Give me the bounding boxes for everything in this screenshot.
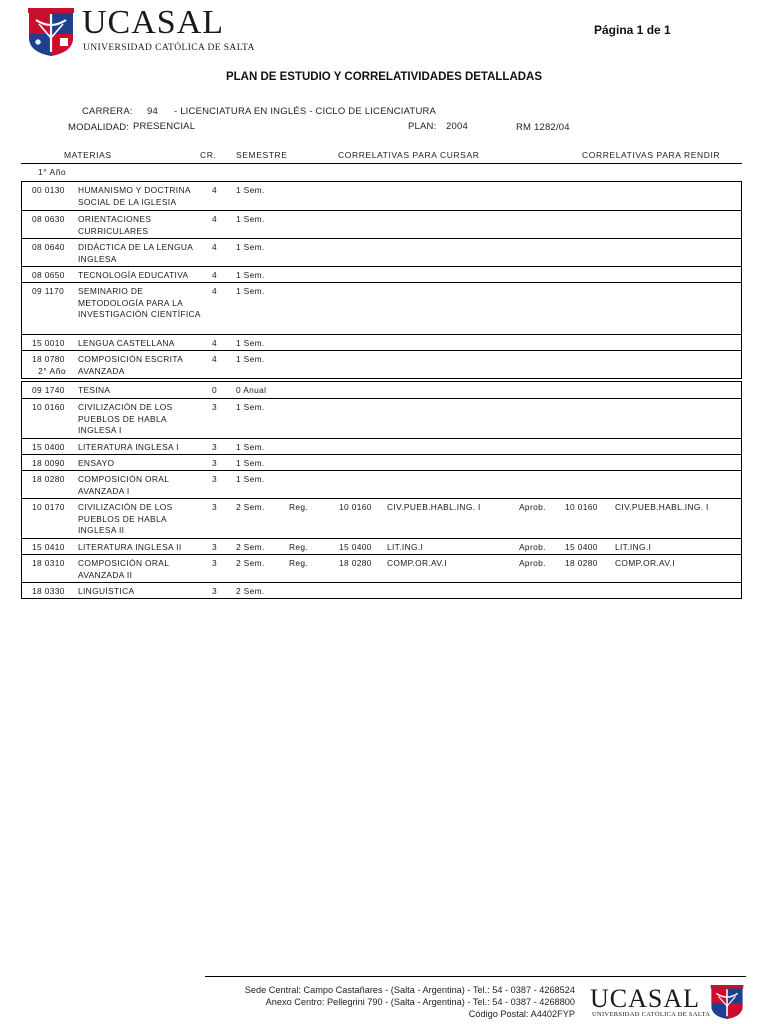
subject-credits: 3 — [212, 586, 218, 596]
table-row — [22, 182, 741, 210]
subject-code: 18 0090 — [32, 458, 65, 468]
subject-semester: 2 Sem. — [236, 502, 265, 512]
cursar-condition: Reg. — [289, 542, 309, 552]
col-header-semestre: SEMESTRE — [236, 150, 288, 160]
brand-name: UCASAL — [82, 4, 225, 41]
subject-credits: 3 — [212, 502, 218, 512]
table-row — [22, 210, 741, 238]
subject-name: DIDÁCTICA DE LA LENGUA INGLESA — [78, 242, 193, 264]
subject-code: 00 0130 — [32, 185, 65, 195]
subject-semester: 1 Sem. — [236, 458, 265, 468]
col-header-correlativas-rendir: CORRELATIVAS PARA RENDIR — [582, 150, 721, 160]
table-row — [22, 582, 741, 598]
table-row — [22, 454, 741, 470]
subject-name: COMPOSICIÓN ORAL AVANZADA II — [78, 558, 169, 580]
subject-name: ORIENTACIONES CURRICULARES — [78, 214, 152, 236]
subject-credits: 4 — [212, 338, 218, 348]
subject-semester: 1 Sem. — [236, 402, 265, 412]
rendir-prereq-code: 10 0160 — [565, 502, 598, 512]
subject-semester: 2 Sem. — [236, 586, 265, 596]
subject-semester: 1 Sem. — [236, 242, 265, 252]
subject-code: 10 0170 — [32, 502, 65, 512]
footer-divider — [205, 976, 746, 977]
footer-address-central: Sede Central: Campo Castañares - (Salta - Argentina) - Tel.: 54 - 0387 - 4268524 — [244, 985, 575, 995]
rendir-prereq-code: 18 0280 — [565, 558, 598, 568]
subject-semester: 1 Sem. — [236, 214, 265, 224]
subject-semester: 1 Sem. — [236, 474, 265, 484]
subject-semester: 1 Sem. — [236, 338, 265, 348]
table-row — [22, 498, 741, 538]
table-row — [22, 382, 741, 398]
subject-credits: 0 — [212, 385, 218, 395]
subject-semester: 1 Sem. — [236, 185, 265, 195]
subject-credits: 4 — [212, 286, 218, 296]
subjects-table-year-1 — [21, 181, 742, 379]
subject-name: LITERATURA INGLESA I — [78, 442, 179, 452]
subject-semester: 2 Sem. — [236, 542, 265, 552]
subject-code: 18 0330 — [32, 586, 65, 596]
brand-subtitle: UNIVERSIDAD CATÓLICA DE SALTA — [83, 43, 255, 53]
plan-value: 2004 — [446, 121, 468, 132]
subject-code: 18 0780 — [32, 354, 65, 364]
subject-credits: 4 — [212, 354, 218, 364]
subject-name: CIVILIZACIÓN DE LOS PUEBLOS DE HABLA INGLESA II — [78, 502, 173, 536]
table-row — [22, 350, 741, 378]
subject-name: HUMANISMO Y DOCTRINA SOCIAL DE LA IGLESIA — [78, 185, 191, 207]
subject-credits: 4 — [212, 242, 218, 252]
carrera-name: - LICENCIATURA EN INGLÉS - CICLO DE LICENCIATURA — [174, 106, 437, 117]
rendir-condition: Aprob. — [519, 502, 546, 512]
subject-name: LINGUÍSTICA — [78, 586, 135, 596]
modalidad-label: MODALIDAD: — [68, 122, 130, 133]
document-title: PLAN DE ESTUDIO Y CORRELATIVIDADES DETALLADAS — [225, 71, 543, 83]
footer-postal-code: Código Postal: A4402FYP — [468, 1009, 575, 1019]
cursar-prereq-code: 15 0400 — [339, 542, 372, 552]
subject-code: 15 0010 — [32, 338, 65, 348]
subject-semester: 0 Anual — [236, 385, 267, 395]
col-header-materias: MATERIAS — [64, 150, 112, 160]
subject-code: 08 0650 — [32, 270, 65, 280]
table-row — [22, 470, 741, 498]
cursar-prereq-name: CIV.PUEB.HABL.ING. I — [387, 502, 481, 512]
cursar-condition: Reg. — [289, 502, 309, 512]
col-header-cr: CR. — [200, 150, 217, 160]
subject-credits: 3 — [212, 474, 218, 484]
cursar-prereq-name: LIT.ING.I — [387, 542, 424, 552]
subject-code: 18 0310 — [32, 558, 65, 568]
cursar-prereq-name: COMP.OR.AV.I — [387, 558, 447, 568]
subject-credits: 3 — [212, 442, 218, 452]
subject-semester: 1 Sem. — [236, 442, 265, 452]
subject-credits: 4 — [212, 214, 218, 224]
subject-name: TECNOLOGÍA EDUCATIVA — [78, 270, 189, 280]
table-row — [22, 554, 741, 582]
page-number: Página 1 de 1 — [594, 23, 671, 37]
footer-brand-subtitle: UNIVERSIDAD CATÓLICA DE SALTA — [592, 1011, 711, 1018]
subject-name: SEMINARIO DE METODOLOGÍA PARA LA INVESTIGACIÓN CIENTÍFICA — [78, 286, 201, 320]
subject-semester: 1 Sem. — [236, 270, 265, 280]
carrera-label: CARRERA: — [82, 106, 133, 117]
modalidad-value: PRESENCIAL — [133, 121, 196, 132]
col-header-correlativas-cursar: CORRELATIVAS PARA CURSAR — [338, 150, 480, 160]
carrera-code: 94 — [147, 106, 158, 117]
footer-address-annex: Anexo Centro: Pellegrini 790 - (Salta - Argentina) - Tel.: 54 - 0387 - 4268800 — [265, 997, 575, 1007]
ucasal-logo — [28, 8, 74, 56]
subject-name: ENSAYO — [78, 458, 115, 468]
subject-name: COMPOSICIÓN ESCRITA AVANZADA — [78, 354, 183, 376]
rendir-prereq-name: LIT.ING.I — [615, 542, 652, 552]
subject-credits: 4 — [212, 270, 218, 280]
table-row — [22, 398, 741, 438]
rm-number: RM 1282/04 — [516, 122, 570, 133]
subject-semester: 1 Sem. — [236, 286, 265, 296]
subject-semester: 1 Sem. — [236, 354, 265, 364]
rendir-condition: Aprob. — [519, 542, 546, 552]
table-row — [22, 282, 741, 334]
ucasal-logo — [710, 985, 744, 1019]
table-row — [22, 334, 741, 350]
rendir-prereq-code: 15 0400 — [565, 542, 598, 552]
year-label: 2° Año — [38, 366, 67, 376]
subject-semester: 2 Sem. — [236, 558, 265, 568]
cursar-prereq-code: 10 0160 — [339, 502, 372, 512]
subject-name: COMPOSICIÓN ORAL AVANZADA I — [78, 474, 169, 496]
cursar-prereq-code: 18 0280 — [339, 558, 372, 568]
rendir-condition: Aprob. — [519, 558, 546, 568]
subject-name: CIVILIZACIÓN DE LOS PUEBLOS DE HABLA INGLESA I — [78, 402, 173, 436]
table-row — [22, 538, 741, 554]
subject-code: 15 0400 — [32, 442, 65, 452]
subject-code: 09 1170 — [32, 286, 65, 296]
footer-brand-name: UCASAL — [590, 984, 701, 1013]
subject-code: 18 0280 — [32, 474, 65, 484]
subject-name: LENGUA CASTELLANA — [78, 338, 175, 348]
plan-label: PLAN: — [408, 121, 437, 132]
subject-credits: 3 — [212, 458, 218, 468]
cursar-condition: Reg. — [289, 558, 309, 568]
table-row — [22, 238, 741, 266]
rendir-prereq-name: CIV.PUEB.HABL.ING. I — [615, 502, 709, 512]
subject-credits: 3 — [212, 558, 218, 568]
table-row — [22, 438, 741, 454]
subject-name: TESINA — [78, 385, 111, 395]
subject-credits: 3 — [212, 402, 218, 412]
subject-code: 15 0410 — [32, 542, 65, 552]
year-label: 1° Año — [38, 167, 67, 177]
subject-credits: 4 — [212, 185, 218, 195]
subject-name: LITERATURA INGLESA II — [78, 542, 182, 552]
header-divider — [21, 163, 742, 164]
subject-code: 09 1740 — [32, 385, 65, 395]
subject-code: 08 0630 — [32, 214, 65, 224]
subjects-table-year-2 — [21, 381, 742, 599]
subject-code: 08 0640 — [32, 242, 65, 252]
subject-code: 10 0160 — [32, 402, 65, 412]
rendir-prereq-name: COMP.OR.AV.I — [615, 558, 675, 568]
subject-credits: 3 — [212, 542, 218, 552]
table-row — [22, 266, 741, 282]
